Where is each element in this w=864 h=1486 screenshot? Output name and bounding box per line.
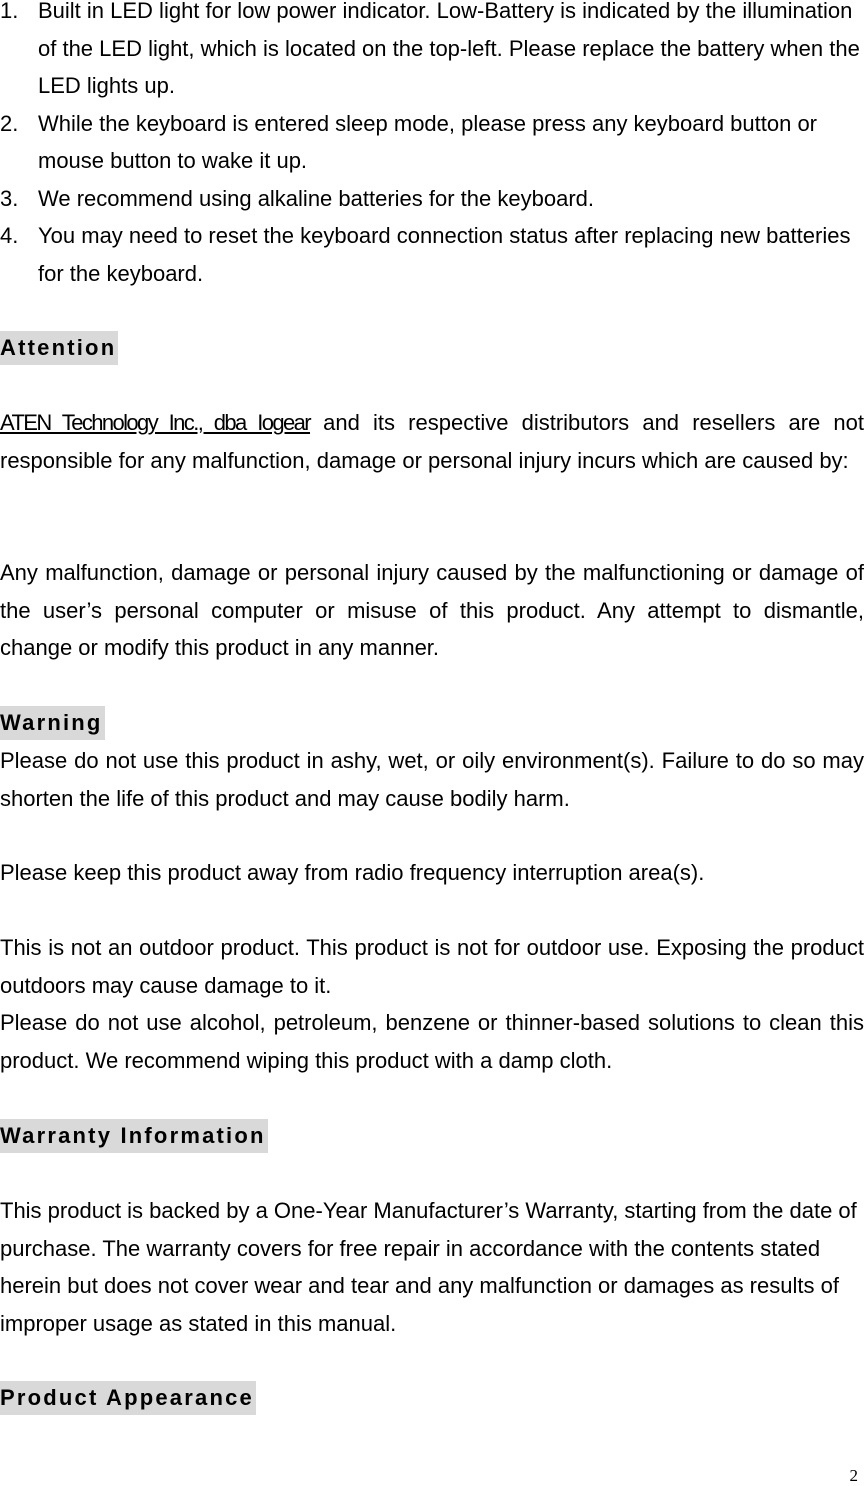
- warning-paragraph-1: Please do not use this product in ashy, wet, or oily environment(s). Failure to do so may shorten the life of this product and may cause bodily harm.: [0, 748, 864, 811]
- attention-paragraph-2: Any malfunction, damage or personal injury caused by the malfunctioning or damage of the user’s personal computer or misuse of this product. Any attempt to dismantle, change or modify this product in any manner.: [0, 560, 864, 660]
- list-item: [0, 180, 864, 218]
- page-number: 2: [849, 1466, 858, 1485]
- brand-name: ATEN Technology Inc., dba Iogear: [0, 410, 311, 435]
- list-number: 2.: [0, 110, 19, 136]
- list-number: 1.: [0, 0, 19, 23]
- list-text: While the keyboard is entered sleep mode, please press any keyboard button or mouse button to wake it up.: [38, 110, 818, 173]
- warning-paragraph-3: This is not an outdoor product. This product is not for outdoor use. Exposing the product outdoors may cause damage to it.: [0, 935, 864, 998]
- attention-heading: Attention: [0, 331, 118, 365]
- list-item: [0, 217, 864, 292]
- warning-paragraph-2: Please keep this product away from radio frequency interruption area(s).: [0, 860, 705, 885]
- warranty-paragraph-1: This product is backed by a One-Year Manufacturer’s Warranty, starting from the date of purchase. The warranty covers for free repair in accordance with the contents stated herein but does not cover wear and tear and any malfunction or damages as results of improper usage as stated in this manual.: [0, 1198, 857, 1336]
- attention-paragraph-1: [0, 404, 864, 479]
- warranty-heading: Warranty Information: [0, 1119, 268, 1153]
- list-text: We recommend using alkaline batteries for the keyboard.: [38, 185, 594, 211]
- list-text: You may need to reset the keyboard connection status after replacing new batteries for the keyboard.: [38, 223, 851, 286]
- list-text: Built in LED light for low power indicator. Low-Battery is indicated by the illumination of the LED light, which is located on the top-left. Please replace the battery when the LED lights up.: [38, 0, 860, 98]
- list-number: 4.: [0, 223, 19, 248]
- product-appearance-heading: Product Appearance: [0, 1381, 256, 1415]
- list-item: [0, 0, 864, 105]
- attention-paragraph-1-text: and its respective distributors and resellers are not responsible for any malfunction, damage or personal injury incurs which are caused by:: [0, 410, 864, 473]
- warning-heading: Warning: [0, 706, 105, 740]
- warning-paragraph-4: Please do not use alcohol, petroleum, benzene or thinner-based solutions to clean this product. We recommend wiping this product with a damp cloth.: [0, 1010, 864, 1073]
- notes-list: [0, 0, 864, 292]
- list-item: [0, 105, 864, 180]
- list-number: 3.: [0, 185, 19, 211]
